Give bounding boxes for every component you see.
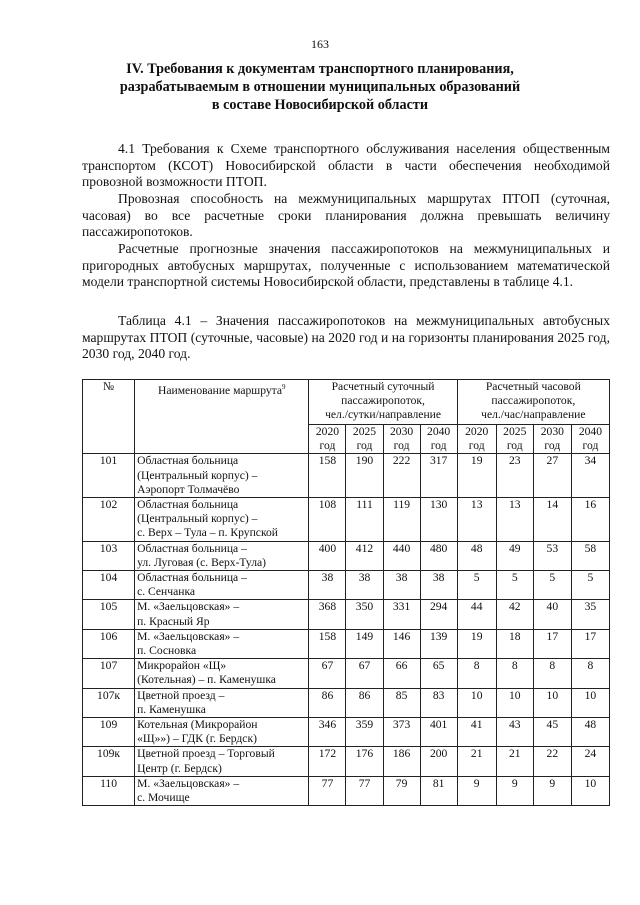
hourly-value: 19 [457,629,496,658]
route-name: Микрорайон «Щ» (Котельная) – п. Каменушка [135,659,309,688]
route-number: 105 [83,600,135,629]
route-number: 109к [83,747,135,776]
hourly-value: 18 [496,629,533,658]
hourly-value: 5 [533,571,571,600]
hourly-value: 10 [533,688,571,717]
daily-value: 440 [383,541,420,570]
route-number: 101 [83,454,135,498]
table-caption: Таблица 4.1 – Значения пассажиропотоков на межмуниципальных автобусных маршрутах ПТОП (суточные, часовые) на 2020 год и на горизонты планирования 2025 год, 2030 год, 2040 год. [82,313,610,362]
header-daily: Расчетный суточный пассажиропоток, чел./сутки/направление [309,380,457,425]
daily-value: 86 [309,688,346,717]
header-hourly: Расчетный часовой пассажиропоток, чел./час/направление [457,380,609,425]
hourly-value: 8 [571,659,609,688]
daily-value: 350 [346,600,383,629]
heading-line: в составе Новосибирской области [211,97,429,114]
passenger-flow-table [82,379,610,806]
hourly-value: 48 [571,718,609,747]
hourly-value: 13 [496,498,533,542]
header-number: № [83,380,135,454]
daily-value: 359 [346,718,383,747]
section-heading [100,60,540,115]
hourly-value: 35 [571,600,609,629]
table-row [83,776,610,805]
daily-value: 176 [346,747,383,776]
hourly-value: 5 [571,571,609,600]
daily-value: 77 [346,776,383,805]
hourly-value: 13 [457,498,496,542]
hourly-value: 10 [496,688,533,717]
route-name: Котельная (Микрорайон «Щ»») – ГДК (г. Бердск) [135,718,309,747]
daily-value: 158 [309,629,346,658]
daily-value: 172 [309,747,346,776]
hourly-value: 21 [457,747,496,776]
table-row [83,718,610,747]
hourly-value: 53 [533,541,571,570]
daily-value: 294 [420,600,457,629]
hourly-value: 41 [457,718,496,747]
hourly-value: 8 [496,659,533,688]
daily-value: 38 [346,571,383,600]
header-year: 2025 год [496,425,533,454]
hourly-value: 5 [496,571,533,600]
daily-value: 401 [420,718,457,747]
table-body [83,454,610,806]
daily-value: 85 [383,688,420,717]
hourly-value: 45 [533,718,571,747]
hourly-value: 21 [496,747,533,776]
route-name: М. «Заельцовская» – п. Сосновка [135,629,309,658]
hourly-value: 43 [496,718,533,747]
daily-value: 400 [309,541,346,570]
daily-value: 186 [383,747,420,776]
route-name: Областная больница – с. Сенчанка [135,571,309,600]
route-name: Областная больница – ул. Луговая (с. Верх-Тула) [135,541,309,570]
hourly-value: 10 [457,688,496,717]
table-row [83,747,610,776]
daily-value: 412 [346,541,383,570]
daily-value: 190 [346,454,383,498]
paragraph-forecast: Расчетные прогнозные значения пассажиропотоков на межмуниципальных и пригородных автобусных маршрутах, полученные с использованием математической модели транспортной системы Новосибирской области, представлены в таблице 4.1. [82,241,610,290]
table-row [83,629,610,658]
daily-value: 65 [420,659,457,688]
hourly-value: 9 [533,776,571,805]
table-row [83,688,610,717]
header-year: 2030 год [383,425,420,454]
header-year: 2040 год [571,425,609,454]
hourly-value: 17 [533,629,571,658]
hourly-value: 42 [496,600,533,629]
daily-value: 222 [383,454,420,498]
heading-line: IV. Требования к документам транспортного планирования, [126,61,514,77]
daily-value: 83 [420,688,457,717]
daily-value: 480 [420,541,457,570]
hourly-value: 8 [533,659,571,688]
hourly-value: 10 [571,688,609,717]
daily-value: 146 [383,629,420,658]
daily-value: 119 [383,498,420,542]
daily-value: 67 [346,659,383,688]
route-name: М. «Заельцовская» – п. Красный Яр [135,600,309,629]
daily-value: 38 [420,571,457,600]
header-year: 2040 год [420,425,457,454]
hourly-value: 22 [533,747,571,776]
table-row [83,600,610,629]
daily-value: 149 [346,629,383,658]
hourly-value: 27 [533,454,571,498]
daily-value: 331 [383,600,420,629]
route-number: 107к [83,688,135,717]
paragraph-requirements: 4.1 Требования к Схеме транспортного обслуживания населения общественным транспортом (КСОТ) Новосибирской области в части обеспечения необходимой провозной возможности ПТОП. [82,141,610,190]
daily-value: 158 [309,454,346,498]
hourly-value: 44 [457,600,496,629]
hourly-value: 49 [496,541,533,570]
table-row [83,498,610,542]
daily-value: 368 [309,600,346,629]
daily-value: 373 [383,718,420,747]
hourly-value: 8 [457,659,496,688]
hourly-value: 19 [457,454,496,498]
hourly-value: 48 [457,541,496,570]
daily-value: 79 [383,776,420,805]
daily-value: 67 [309,659,346,688]
header-route-name: Наименование маршрута$^9$ [135,380,309,454]
route-number: 110 [83,776,135,805]
daily-value: 38 [383,571,420,600]
hourly-value: 10 [571,776,609,805]
header-year: 2030 год [533,425,571,454]
daily-value: 38 [309,571,346,600]
daily-value: 346 [309,718,346,747]
daily-value: 139 [420,629,457,658]
hourly-value: 14 [533,498,571,542]
route-name: Цветной проезд – п. Каменушка [135,688,309,717]
route-name: М. «Заельцовская» – с. Мочище [135,776,309,805]
hourly-value: 34 [571,454,609,498]
hourly-value: 5 [457,571,496,600]
hourly-value: 23 [496,454,533,498]
route-number: 109 [83,718,135,747]
paragraph-capacity: Провозная способность на межмуниципальных маршрутах ПТОП (суточная, часовая) во все расчетные сроки планирования должна превышать величину пассажиропотоков. [82,191,610,240]
daily-value: 66 [383,659,420,688]
table-row [83,541,610,570]
hourly-value: 9 [496,776,533,805]
route-name: Областная больница (Центральный корпус) – Аэропорт Толмачёво [135,454,309,498]
header-year: 2020 год [309,425,346,454]
header-year: 2020 год [457,425,496,454]
route-name: Областная больница (Центральный корпус) – с. Верх – Тула – п. Крупской [135,498,309,542]
route-number: 106 [83,629,135,658]
hourly-value: 17 [571,629,609,658]
route-number: 107 [83,659,135,688]
table-row [83,571,610,600]
hourly-value: 40 [533,600,571,629]
route-number: 104 [83,571,135,600]
daily-value: 81 [420,776,457,805]
route-number: 102 [83,498,135,542]
heading-line: разрабатываемым в отношении муниципальных образований [119,79,521,96]
daily-value: 77 [309,776,346,805]
table-row [83,454,610,498]
hourly-value: 9 [457,776,496,805]
daily-value: 111 [346,498,383,542]
daily-value: 108 [309,498,346,542]
route-number: 103 [83,541,135,570]
header-year: 2025 год [346,425,383,454]
daily-value: 317 [420,454,457,498]
table-row [83,659,610,688]
hourly-value: 24 [571,747,609,776]
daily-value: 200 [420,747,457,776]
daily-value: 130 [420,498,457,542]
page-number: 163 [311,37,329,51]
hourly-value: 16 [571,498,609,542]
route-name: Цветной проезд – Торговый Центр (г. Бердск) [135,747,309,776]
hourly-value: 58 [571,541,609,570]
daily-value: 86 [346,688,383,717]
